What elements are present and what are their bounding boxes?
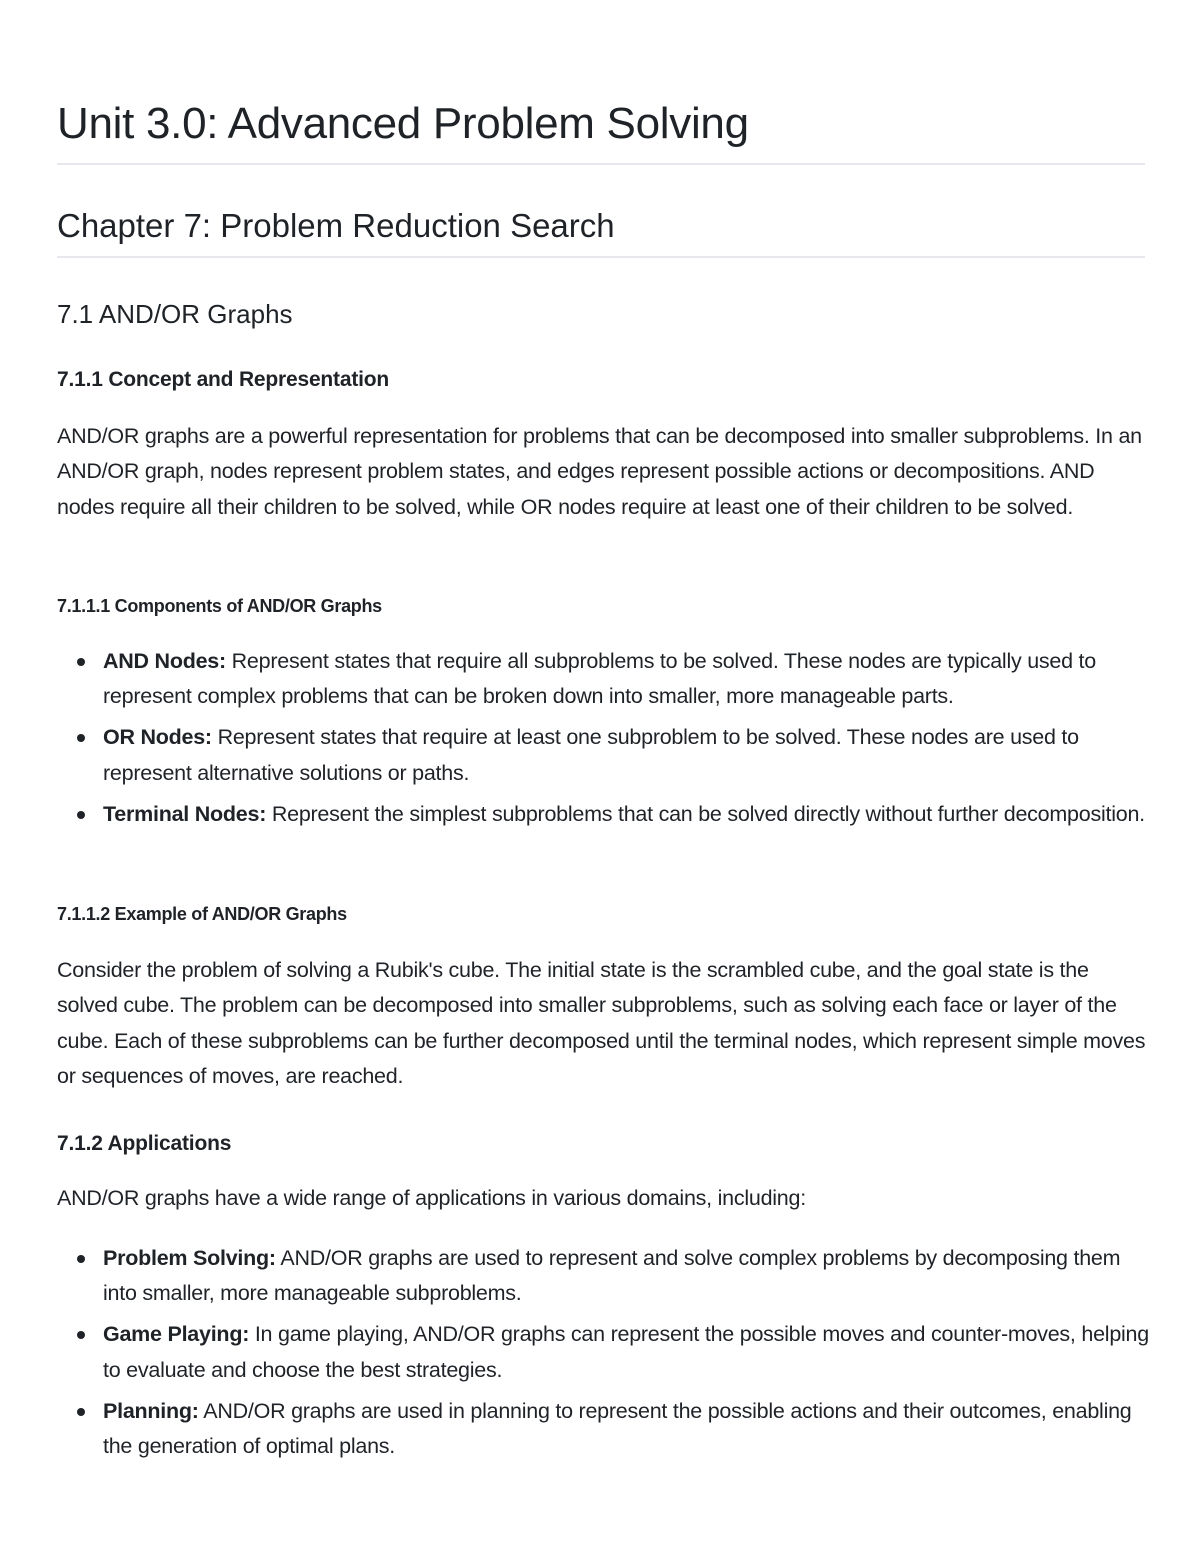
list-item-planning <box>57 1394 1149 1465</box>
bullet-icon <box>77 1255 85 1263</box>
bullet-icon <box>77 1331 85 1339</box>
list-item-text: AND/OR graphs are used in planning to represent the possible actions and their outcomes, enabling the generation of optimal plans. <box>103 1398 1132 1459</box>
chapter-title-divider <box>57 256 1145 258</box>
applications-intro: AND/OR graphs have a wide range of applications in various domains, including: <box>57 1186 806 1210</box>
list-item-text: Represent states that require at least one subproblem to be solved. These nodes are used to represent alternative solutions or paths. <box>103 725 1079 785</box>
bullet-icon <box>77 811 85 819</box>
bullet-icon <box>77 658 85 666</box>
list-item-text: In game playing, AND/OR graphs can represent the possible moves and counter-moves, helping to evaluate and choose the best strategies. <box>103 1322 1149 1382</box>
example-paragraph: Consider the problem of solving a Rubik's cube. The initial state is the scrambled cube, and the goal state is the solved cube. The problem can be decomposed into smaller subproblems, such as solving each face or layer of the cube. Each of these subproblems can be further decomposed until the terminal nodes, which represent simple moves or sequences of moves, are reached. <box>57 958 1146 1089</box>
concept-paragraph: AND/OR graphs are a powerful representation for problems that can be decomposed into smaller subproblems. In an AND/OR graph, nodes represent problem states, and edges represent possible actions or decompositions. AND nodes require all their children to be solved, while OR nodes require at least one of their children to be solved. <box>57 424 1142 519</box>
list-item-text: Represent states that require all subproblems to be solved. These nodes are typically used to represent complex problems that can be broken down into smaller, more manageable parts. <box>103 649 1096 709</box>
list-item-or-nodes <box>57 720 1149 791</box>
list-item-term: Game Playing: <box>103 1322 250 1347</box>
list-item-problem-solving <box>57 1241 1149 1312</box>
bullet-icon <box>77 734 85 742</box>
list-item-term: Problem Solving: <box>103 1246 276 1270</box>
unit-title-divider <box>57 163 1145 165</box>
list-item-text: AND/OR graphs are used to represent and solve complex problems by decomposing them into smaller, more manageable subproblems. <box>103 1246 1121 1306</box>
list-item-term: AND Nodes: <box>103 649 226 673</box>
components-title: 7.1.1.1 Components of AND/OR Graphs <box>57 596 382 616</box>
list-item-terminal-nodes <box>57 797 1149 832</box>
applications-list <box>57 1241 1149 1470</box>
list-item-term: Planning: <box>103 1398 199 1423</box>
list-item-game-playing <box>57 1317 1149 1388</box>
list-item-text: Represent the simplest subproblems that can be solved directly without further decomposition. <box>266 801 1145 826</box>
chapter-title: Chapter 7: Problem Reduction Search <box>57 207 615 244</box>
unit-title: Unit 3.0: Advanced Problem Solving <box>57 99 749 148</box>
subsection-applications-title: 7.1.2 Applications <box>57 1132 232 1155</box>
list-item-and-nodes <box>57 644 1149 715</box>
list-item-term: OR Nodes: <box>103 725 212 750</box>
components-list <box>57 644 1149 838</box>
section-title: 7.1 AND/OR Graphs <box>57 299 293 329</box>
subsection-concept-title: 7.1.1 Concept and Representation <box>57 368 390 391</box>
list-item-term: Terminal Nodes: <box>103 801 267 826</box>
bullet-icon <box>77 1408 85 1416</box>
example-title: 7.1.1.2 Example of AND/OR Graphs <box>57 904 347 924</box>
